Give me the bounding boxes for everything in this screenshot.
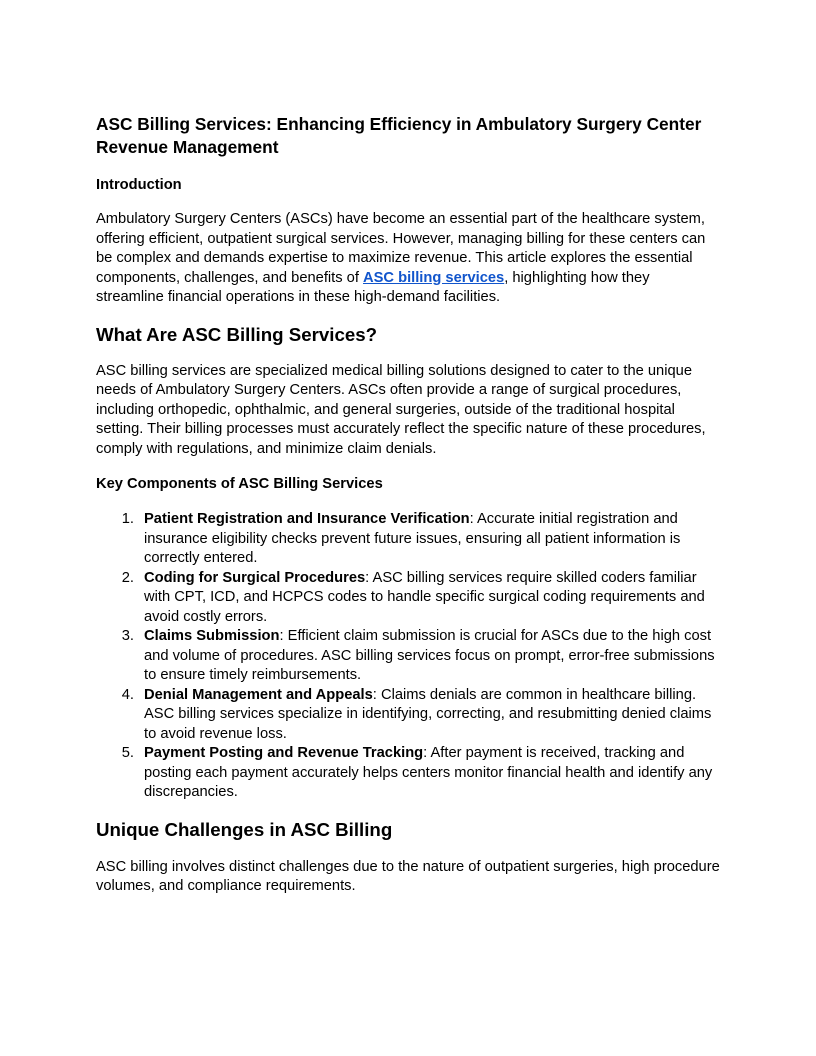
challenges-paragraph: ASC billing involves distinct challenges due to the nature of outpatient surgeries, high procedure volumes, and compliance requirements.: [96, 858, 720, 894]
list-desc: : Accurate initial registration and insurance eligibility checks prevent future issues, ensuring all patient information is correctly entered.: [144, 511, 681, 566]
list-desc: : ASC billing services require skilled coders familiar with CPT, ICD, and HCPCS codes to handle specific surgical coding requirements and avoid costly errors.: [144, 569, 705, 625]
list-number: 3.: [121, 628, 134, 644]
list-desc: : Claims denials are common in healthcare billing. ASC billing services specialize in identifying, correcting, and resubmitting denied claims to avoid revenue loss.: [144, 686, 712, 742]
list-item: [96, 744, 721, 803]
list-item: [96, 569, 721, 628]
list-term: Denial Management and Appeals: [144, 686, 373, 703]
asc-billing-services-link[interactable]: ASC billing services: [363, 269, 505, 286]
list-term: Patient Registration and Insurance Verification: [144, 511, 470, 527]
intro-text: Ambulatory Surgery Centers (ASCs) have become an essential part of the healthcare system, offering efficient, outpatient surgical services. However, managing billing for these centers can be complex and demands expertise to maximize revenue. This article explores the essential components, challenges, and benefits of: [96, 211, 706, 286]
list-term: Coding for Surgical Procedures: [144, 569, 366, 586]
list-term: Claims Submission: [144, 628, 280, 644]
introduction-paragraph: [96, 210, 721, 308]
list-item: [96, 510, 721, 569]
document-title: ASC Billing Services: Enhancing Efficiency in Ambulatory Surgery Center Revenue Management: [96, 114, 702, 157]
list-term: Payment Posting and Revenue Tracking: [144, 745, 424, 761]
list-item: [96, 627, 721, 686]
key-components-list: [96, 510, 721, 803]
challenges-heading: Unique Challenges in ASC Billing: [96, 818, 393, 840]
list-number: 1.: [121, 511, 134, 527]
list-number: 4.: [121, 686, 134, 703]
list-number: 2.: [121, 569, 134, 586]
list-desc: : Efficient claim submission is crucial for ASCs due to the high cost and volume of procedures. ASC billing services focus on prompt, error-free submissions to ensure timely reimbursements.: [144, 628, 715, 683]
list-desc: : After payment is received, tracking and posting each payment accurately helps centers monitor financial health and identify any discrepancies.: [144, 745, 713, 800]
intro-text-end: , highlighting how they streamline financial operations in these high-demand facilities.: [96, 269, 650, 305]
list-number: 5.: [121, 745, 134, 761]
list-item: [96, 686, 721, 745]
what-are-heading: What Are ASC Billing Services?: [96, 323, 378, 345]
what-are-paragraph: ASC billing services are specialized medical billing solutions designed to cater to the unique needs of Ambulatory Surgery Centers. ASCs often provide a range of surgical procedures, including orthopedic, ophthalmic, and general surgeries, outside of the traditional hospital setting. Their billing processes must accurately reflect the specific nature of these procedures, comply with regulations, and minimize claim denials.: [96, 362, 706, 457]
introduction-heading: Introduction: [96, 177, 182, 193]
key-components-heading: Key Components of ASC Billing Services: [96, 476, 383, 492]
